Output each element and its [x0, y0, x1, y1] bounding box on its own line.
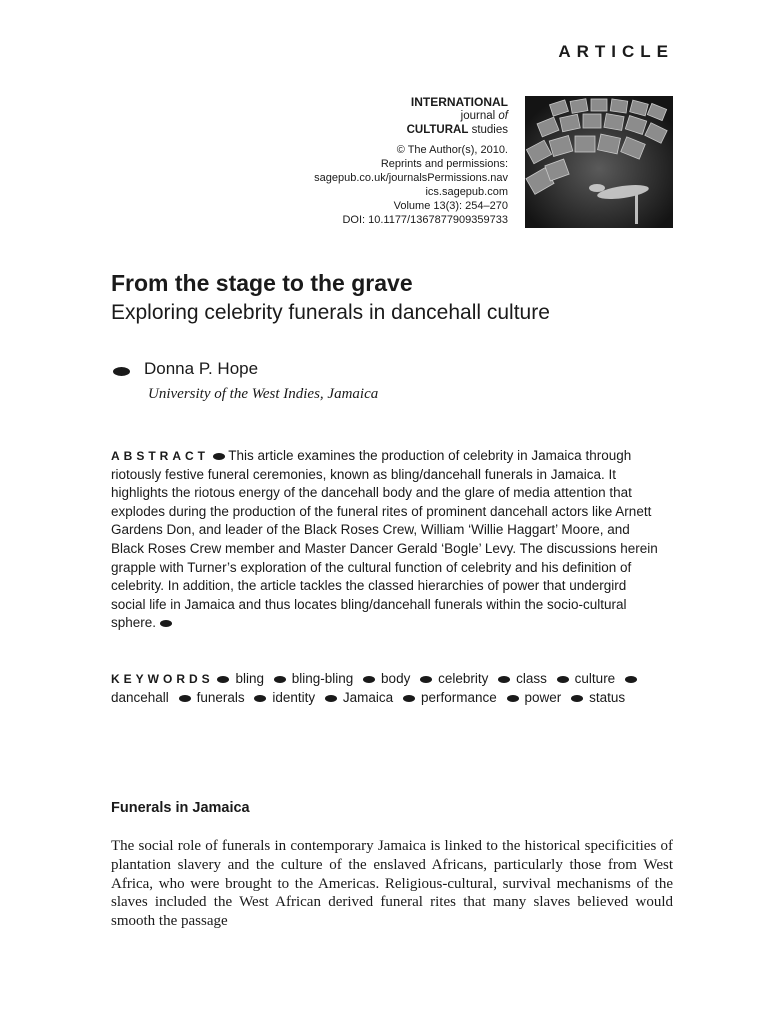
keyword-item — [217, 671, 264, 686]
permissions-url-line1: sagepub.co.uk/journalsPermissions.nav — [314, 172, 508, 184]
body-paragraph: The social role of funerals in contemporary Jamaica is linked to the historical specificities of plantation slavery and the culture of the enslaved Africans, particularly those from West Africa, who were brought to the Americas. Religious-cultural, survival mechanisms of the slaves included the West African derived funeral rites that many slaves believed would smooth the passage — [111, 838, 673, 930]
section-heading: Funerals in Jamaica — [111, 800, 250, 816]
abstract-label: ABSTRACT — [111, 449, 209, 463]
keyword-text: Jamaica — [342, 689, 394, 705]
keywords-label: KEYWORDS — [111, 672, 214, 686]
keywords-section — [111, 670, 664, 707]
author-name: Donna P. Hope — [144, 359, 259, 378]
copyright-line: © The Author(s), 2010. — [396, 144, 508, 156]
keyword-text: culture — [574, 671, 616, 686]
keyword-bullet-icon — [420, 676, 432, 683]
keyword-text: funerals — [196, 689, 245, 705]
article-title: From the stage to the grave — [111, 270, 413, 296]
keyword-item — [571, 690, 625, 705]
keyword-bullet-icon — [571, 695, 583, 702]
keyword-text: body — [381, 671, 411, 686]
keyword-text: performance — [420, 689, 497, 705]
keyword-item — [420, 671, 488, 686]
cover-collage-graphic — [525, 96, 673, 228]
abstract-bullet-icon — [213, 453, 225, 460]
keyword-item — [363, 671, 410, 686]
keyword-text: dancehall — [111, 689, 169, 705]
abstract-text: This article examines the production of celebrity in Jamaica through riotously festive funeral ceremonies, known as bling/dancehall funerals in Jamaica. It highlights the riotous energy of the dancehall body and the glare of media attention that explodes during the production of the funeral rites of prominent dancehall actors like Arnett Gardens Don, and leader of the Black Roses Crew, William ‘Willie Haggart’ Moore, and Black Roses Crew member and Master Dancer Gerald ‘Bogle’ Levy. The discussions herein grapple with Turner’s exploration of the cultural function of celebrity and his definition of celebrity. In addition, the article tackles the classed hierarchies of power that undergird social life in Jamaica and thus locates bling/dancehall funerals within the socio-cultural sphere. — [111, 448, 658, 631]
keyword-bullet-icon — [325, 695, 337, 702]
permissions-url-line2: ics.sagepub.com — [425, 186, 508, 198]
journal-name-line2 — [248, 109, 508, 123]
publication-details — [248, 143, 508, 227]
article-type-label: ARTICLE — [558, 42, 674, 61]
volume-line: Volume 13(3): 254–270 — [393, 200, 508, 212]
keyword-item — [254, 690, 315, 705]
keyword-text: celebrity — [438, 671, 489, 686]
keyword-item — [403, 690, 497, 705]
keyword-item — [325, 690, 393, 705]
keyword-bullet-icon — [403, 695, 415, 702]
abstract-section — [111, 447, 664, 633]
journal-name-line3 — [248, 123, 508, 137]
keyword-bullet-icon — [274, 676, 286, 683]
reprints-line: Reprints and permissions: — [380, 158, 508, 170]
keyword-bullet-icon — [498, 676, 510, 683]
keyword-text: identity — [272, 689, 316, 705]
keyword-text: power — [524, 689, 562, 705]
author-bullet-icon — [113, 367, 130, 376]
keyword-text: status — [589, 689, 626, 705]
journal-cover-image — [525, 96, 673, 228]
journal-of-word: of — [498, 110, 508, 122]
author-affiliation: University of the West Indies, Jamaica — [148, 386, 379, 402]
keyword-bullet-icon — [254, 695, 266, 702]
keyword-item — [498, 671, 547, 686]
keyword-text: bling — [235, 671, 264, 686]
keyword-text: bling-bling — [291, 671, 354, 686]
keyword-text: class — [516, 671, 547, 686]
keyword-bullet-icon — [179, 695, 191, 702]
keyword-bullet-icon — [557, 676, 569, 683]
keyword-item — [507, 690, 562, 705]
keyword-bullet-icon — [363, 676, 375, 683]
journal-studies-word: studies — [471, 124, 508, 136]
abstract-end-bullet-icon — [160, 620, 172, 627]
journal-cultural-word: CULTURAL — [406, 124, 469, 136]
keyword-bullet-icon — [625, 676, 637, 683]
journal-word: journal — [460, 110, 496, 122]
keyword-bullet-icon — [217, 676, 229, 683]
keyword-item — [274, 671, 354, 686]
keyword-bullet-icon — [507, 695, 519, 702]
doi-line: DOI: 10.1177/1367877909359733 — [342, 214, 508, 226]
keyword-item — [179, 690, 245, 705]
keyword-item — [557, 671, 616, 686]
article-subtitle: Exploring celebrity funerals in dancehall culture — [111, 301, 550, 324]
journal-info — [248, 95, 508, 227]
journal-name-line1: INTERNATIONAL — [410, 95, 508, 109]
